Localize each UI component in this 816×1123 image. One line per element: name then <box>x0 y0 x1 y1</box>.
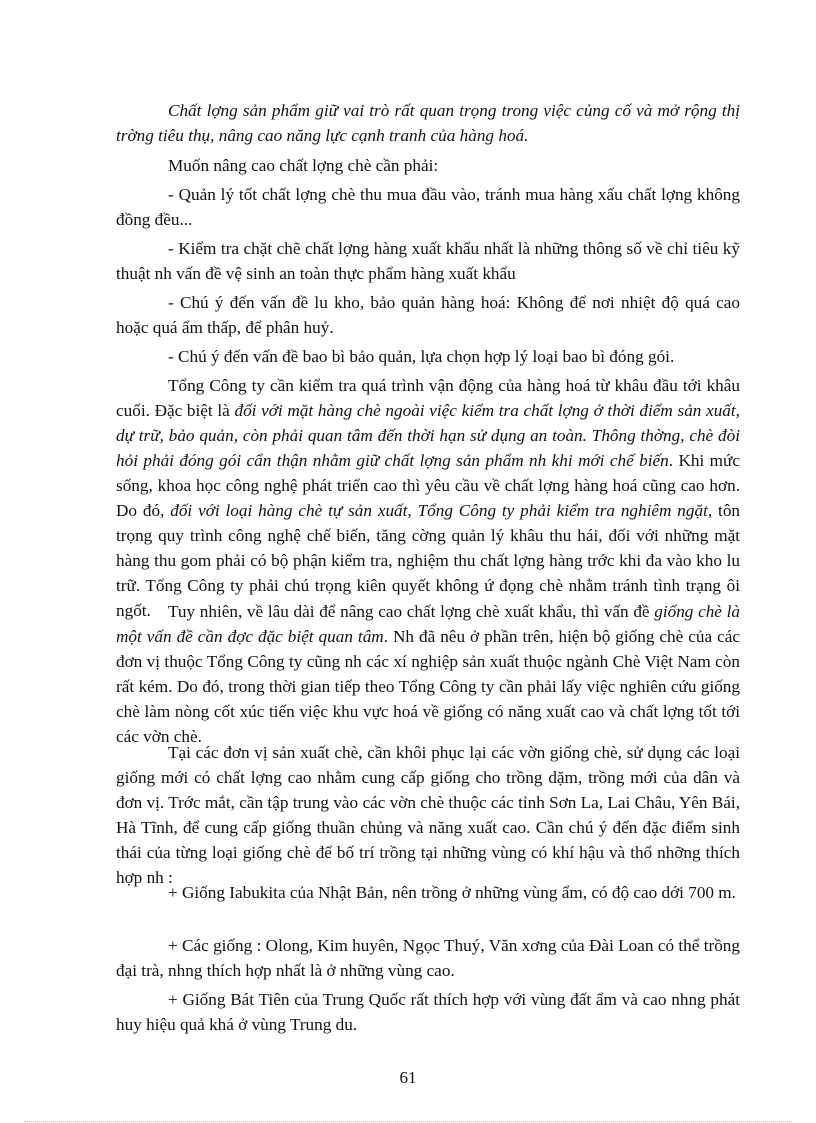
paragraph-variety-iabukita: + Giống Iabukita của Nhật Bản, nên trồng ở những vùng ẩm, có độ cao dới 700 m. <box>168 883 736 902</box>
text-segment: Tuy nhiên, về lâu dài để nâng cao chất lợng chè xuất khẩu, thì vấn đề <box>168 602 655 621</box>
text-segment-italic: đối với loại hàng chè tự sản xuất, Tổng Công ty phải kiểm tra nghiêm ngặt <box>170 501 708 520</box>
text-segment: Tổng Công ty cần kiểm tra quá trình vận động của hàng hoá từ khâu đầu tới khâu cuối. Đặc biệt là <box>116 376 740 420</box>
paragraph-requirements-intro: Muốn nâng cao chất lợng chè cần phải: <box>168 156 439 175</box>
paragraph-bullet-management: - Quản lý tốt chất lợng chè thu mua đầu vào, tránh mua hàng xấu chất lợng không đồng đều... <box>116 185 740 229</box>
paragraph-tea-varieties <box>116 599 740 749</box>
page-bottom-divider <box>24 1121 792 1122</box>
text-segment: , tôn trọng quy trình công nghệ chế biến, tăng cờng quản lý khâu thu hái, đối với những mặt hàng thu gom phải có bộ phận kiểm tra, nghiệm thu chất lợng hàng trớc khi đa vào kho lu trữ. Tổng Công ty phải chú trọng kiên quyết không ứ đọng chè nhằm tránh tình trạng ôi ngốt. <box>116 501 741 620</box>
text-segment: . Khi mức sống, khoa học công nghệ phát triển cao thì yêu cầu về chất lợng hàng hoá cũng cao hơn. Do đó, <box>116 451 740 520</box>
paragraph-bullet-inspection: - Kiểm tra chặt chẽ chất lợng hàng xuất khẩu nhất là những thông số về chỉ tiêu kỹ thuật nh vấn đề vệ sinh an toàn thực phẩm hàng xuất khẩu <box>116 239 740 283</box>
paragraph-bullet-packaging: - Chú ý đến vấn đề bao bì bảo quản, lựa chọn hợp lý loại bao bì đóng gói. <box>168 347 675 366</box>
page-number: 61 <box>399 1068 417 1087</box>
text-segment-italic: giống chè là một vấn đề cần đợc đặc biệt quan tâm <box>116 602 740 646</box>
paragraph-corporation-inspection <box>116 373 740 623</box>
paragraph-production-units: Tại các đơn vị sản xuất chè, cần khôi phục lại các vờn giống chè, sử dụng các loại giống mới có chất lợng cao nhằm cung cấp giống cho trồng dặm, trồng mới của dân và đơn vị. Trớc mắt, cần tập trung vào các vờn chè thuộc các tỉnh Sơn La, Lai Châu, Yên Bái, Hà Tĩnh, để cung cấp giống thuần chủng và năng xuất cao. Cần chú ý đến đặc điểm sinh thái của từng loại giống chè để bố trí trồng tại những vùng có khí hậu và thổ nhỡng thích hợp nh : <box>116 743 740 887</box>
text-segment-italic: đối với mặt hàng chè ngoài việc kiểm tra chất lợng ở thời điểm sản xuất, dự trữ, bảo quản, còn phải quan tâm đến thời hạn sử dụng an toàn. Thông thờng, chè đòi hỏi phải đóng gói cẩn thận nhằm giữ chất lợng sản phẩm nh khi mới chế biến <box>116 401 740 470</box>
text-segment: . Nh đã nêu ở phần trên, hiện bộ giống chè của các đơn vị thuộc Tổng Công ty cũng nh các xí nghiệp sản xuất thuộc ngành Chè Việt Nam còn rất kém. Do đó, trong thời gian tiếp theo Tổng Công ty cần phải lấy việc nghiên cứu giống chè làm nòng cốt xúc tiến việc khu vực hoá về giống có năng xuất cao và chất lợng tốt tới các vờn chè. <box>116 627 740 746</box>
paragraph-variety-taiwan: + Các giống : Olong, Kim huyên, Ngọc Thuý, Văn xơng của Đài Loan có thể trồng đại trà, nhng thích hợp nhất là ở những vùng cao. <box>116 936 740 980</box>
paragraph-variety-bat-tien: + Giống Bát Tiên của Trung Quốc rất thích hợp với vùng đất ẩm và cao nhng phát huy hiệu quả khá ở vùng Trung du. <box>116 990 740 1034</box>
paragraph-quality-role: Chất lợng sản phẩm giữ vai trò rất quan trọng trong việc củng cố và mở rộng thị trờng tiêu thụ, nâng cao năng lực cạnh tranh của hàng hoá. <box>116 101 740 145</box>
paragraph-bullet-storage: - Chú ý đến vấn đề lu kho, bảo quản hàng hoá: Không để nơi nhiệt độ quá cao hoặc quá ẩm thấp, để phân huỷ. <box>116 293 740 337</box>
